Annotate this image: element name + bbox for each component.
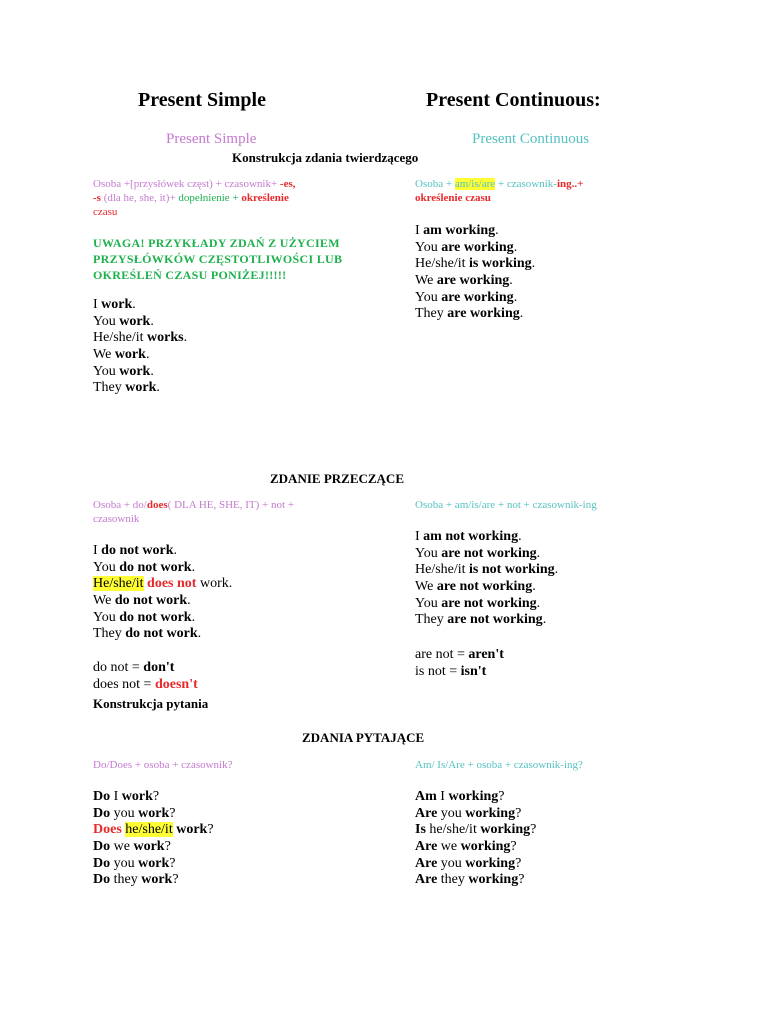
example-line: Do they work? (93, 872, 179, 888)
example-line: We are not working. (415, 579, 536, 595)
subtitle-present-continuous: Present Continuous (472, 131, 590, 147)
example-line: Are you working? (415, 805, 522, 821)
title-present-simple: Present Simple (138, 89, 266, 111)
example-line: You are working. (415, 289, 518, 305)
example-line: I am working. (415, 223, 499, 238)
questions-heading: ZDANIA PYTAJĄCE (302, 730, 425, 745)
pc-question-examples (415, 789, 536, 889)
example-line: He/she/it works. (93, 330, 188, 346)
example-line: They work. (93, 380, 160, 396)
contraction-line: do not = don't (93, 660, 175, 675)
example-line: Do I work? (93, 789, 160, 804)
example-line: Am I working? (415, 789, 505, 804)
ps-affirmative-examples (93, 297, 187, 397)
pc-contractions (415, 647, 504, 680)
example-line: Is he/she/it working? (415, 822, 537, 838)
pc-question-formula: Am/ Is/Are + osoba + czasownik-ing? (415, 759, 583, 771)
example-line: Do you work? (93, 805, 176, 821)
ps-negative-examples (93, 543, 232, 643)
negative-heading: ZDANIE PRZECZĄCE (270, 471, 404, 486)
ps-question-formula: Do/Does + osoba + czasownik? (93, 759, 233, 771)
ps-question-examples (93, 789, 214, 889)
example-line: Are they working? (415, 872, 525, 888)
example-line: He/she/it is not working. (415, 562, 559, 578)
contraction-line: does not = doesn't (93, 676, 198, 692)
example-line: Are you working? (415, 855, 522, 871)
pc-affirmative-formula: Osoba + am/is/are + czasownik-ing..+ określenie czasu (415, 178, 584, 204)
example-line: You work. (93, 313, 154, 329)
example-line: He/she/it is working. (415, 256, 536, 272)
pc-negative-formula: Osoba + am/is/are + not + czasownik-ing (415, 499, 597, 511)
question-construction-label: Konstrukcja pytania (93, 696, 209, 711)
contraction-line: is not = isn't (415, 663, 487, 679)
example-line: We work. (93, 347, 150, 363)
ps-affirmative-formula: Osoba +[przysłówek częst) + czasownik+ -es, -s (dla he, she, it)+ dopełnienie + określenie czasu (93, 178, 296, 218)
ps-contractions (93, 660, 198, 693)
example-line: You do not work. (93, 609, 196, 625)
example-line: You are working. (415, 239, 518, 255)
example-line: I do not work. (93, 543, 178, 558)
example-line: You are not working. (415, 545, 541, 561)
example-line: They do not work. (93, 626, 202, 642)
example-line: Do you work? (93, 855, 176, 871)
example-line: They are working. (415, 306, 524, 322)
example-line: I am not working. (415, 529, 522, 544)
warning-note: UWAGA! PRZYKŁADY ZDAŃ Z UŻYCIEM PRZYSŁÓWKÓW CZĘSTOTLIWOŚCI LUB OKREŚLEŃ CZASU PONIŻEJ!!!!! (93, 236, 343, 282)
pc-affirmative-examples (415, 223, 535, 323)
affirmative-heading: Konstrukcja zdania twierdzącego (232, 150, 419, 165)
example-line: You work. (93, 363, 154, 379)
example-line: We are working. (415, 273, 513, 289)
subtitle-present-simple: Present Simple (166, 131, 257, 147)
pc-negative-examples (415, 529, 558, 629)
example-line: Does he/she/it work? (93, 822, 214, 838)
example-line: Are we working? (415, 839, 517, 855)
title-present-continuous: Present Continuous: (426, 89, 601, 111)
example-line: You do not work. (93, 559, 196, 575)
example-line: I work. (93, 297, 136, 312)
ps-negative-formula: Osoba + do/does( DLA HE, SHE, IT) + not + czasownik (93, 499, 295, 525)
example-line: He/she/it does not work. (93, 576, 233, 592)
contraction-line: are not = aren't (415, 647, 504, 662)
example-line: They are not working. (415, 612, 547, 628)
example-line: Do we work? (93, 839, 171, 855)
example-line: You are not working. (415, 595, 541, 611)
example-line: We do not work. (93, 593, 191, 609)
